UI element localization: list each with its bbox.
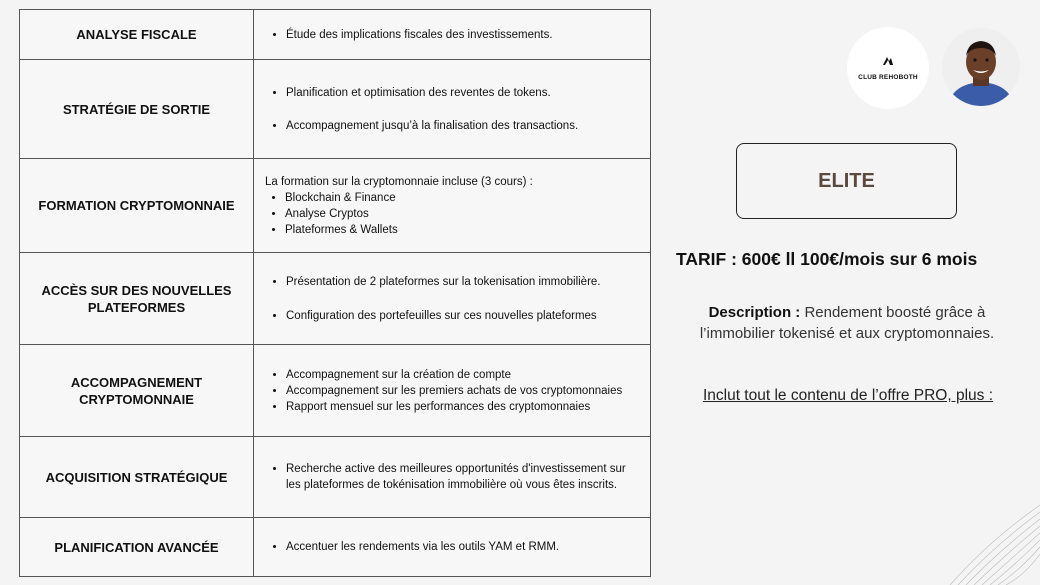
list-item: • Accompagnement jusqu’à la finalisation des transactions. [286, 118, 640, 134]
row-title: PLANIFICATION AVANCÉE [20, 518, 254, 576]
row-content [254, 60, 650, 158]
club-rehoboth-logo [847, 27, 929, 109]
row-title: ACCOMPAGNEMENT CRYPTOMONNAIE [20, 345, 254, 436]
list-item: • Étude des implications fiscales des investissements. [286, 27, 640, 43]
row-content [254, 437, 650, 517]
list-item: • Accompagnement sur la création de compte [286, 367, 640, 383]
list-item: • Accentuer les rendements via les outils YAM et RMM. [286, 539, 640, 555]
list-item: • Accompagnement sur les premiers achats de vos cryptomonnaies [286, 383, 640, 399]
services-table [19, 9, 651, 577]
list-item: • Présentation de 2 plateformes sur la tokenisation immobilière. [286, 274, 640, 290]
row-content [254, 345, 650, 436]
logo-text: CLUB REHOBOTH [858, 74, 918, 81]
row-content [254, 159, 650, 252]
decorative-lines [940, 500, 1040, 585]
list-item: • Analyse Cryptos [285, 206, 640, 222]
list-item: • Recherche active des meilleures opportunités d'investissement sur les plateformes de tokénisation immobilière où vous êtes inscrits. [286, 461, 640, 493]
table-row [20, 518, 650, 576]
table-row [20, 253, 650, 345]
row-title: ACCÈS SUR DES NOUVELLES PLATEFORMES [20, 253, 254, 344]
list-item: • Configuration des portefeuilles sur ces nouvelles plateformes [286, 308, 640, 324]
row-title: STRATÉGIE DE SORTIE [20, 60, 254, 158]
row-title: ACQUISITION STRATÉGIQUE [20, 437, 254, 517]
offer-name-box: ELITE [736, 143, 957, 219]
description-text: Rendement boosté grâce à l’immobilier tokenisé et aux cryptomonnaies. [699, 304, 995, 342]
club-rehoboth-mark-icon [881, 55, 895, 70]
table-row [20, 437, 650, 518]
table-row [20, 345, 650, 437]
description-label: Description : [708, 304, 801, 321]
row-content [254, 253, 650, 344]
list-item: • Rapport mensuel sur les performances des cryptomonnaies [286, 399, 640, 415]
list-item: • Planification et optimisation des reventes de tokens. [286, 85, 640, 101]
row-content [254, 518, 650, 576]
offer-price: TARIF : 600€ ll 100€/mois sur 6 mois [676, 249, 978, 269]
row-content [254, 10, 650, 59]
row-title: ANALYSE FISCALE [20, 10, 254, 59]
offer-description [672, 302, 1022, 344]
avatar [942, 28, 1020, 106]
list-item: • Plateformes & Wallets [285, 222, 640, 238]
row-intro: La formation sur la cryptomonnaie incluse (3 cours) : [265, 175, 533, 188]
row-title: FORMATION CRYPTOMONNAIE [20, 159, 254, 252]
table-row [20, 159, 650, 253]
table-row [20, 10, 650, 60]
table-row [20, 60, 650, 159]
offer-includes: Inclut tout le contenu de l’offre PRO, plus : [702, 387, 994, 404]
list-item: • Blockchain & Finance [285, 190, 640, 206]
